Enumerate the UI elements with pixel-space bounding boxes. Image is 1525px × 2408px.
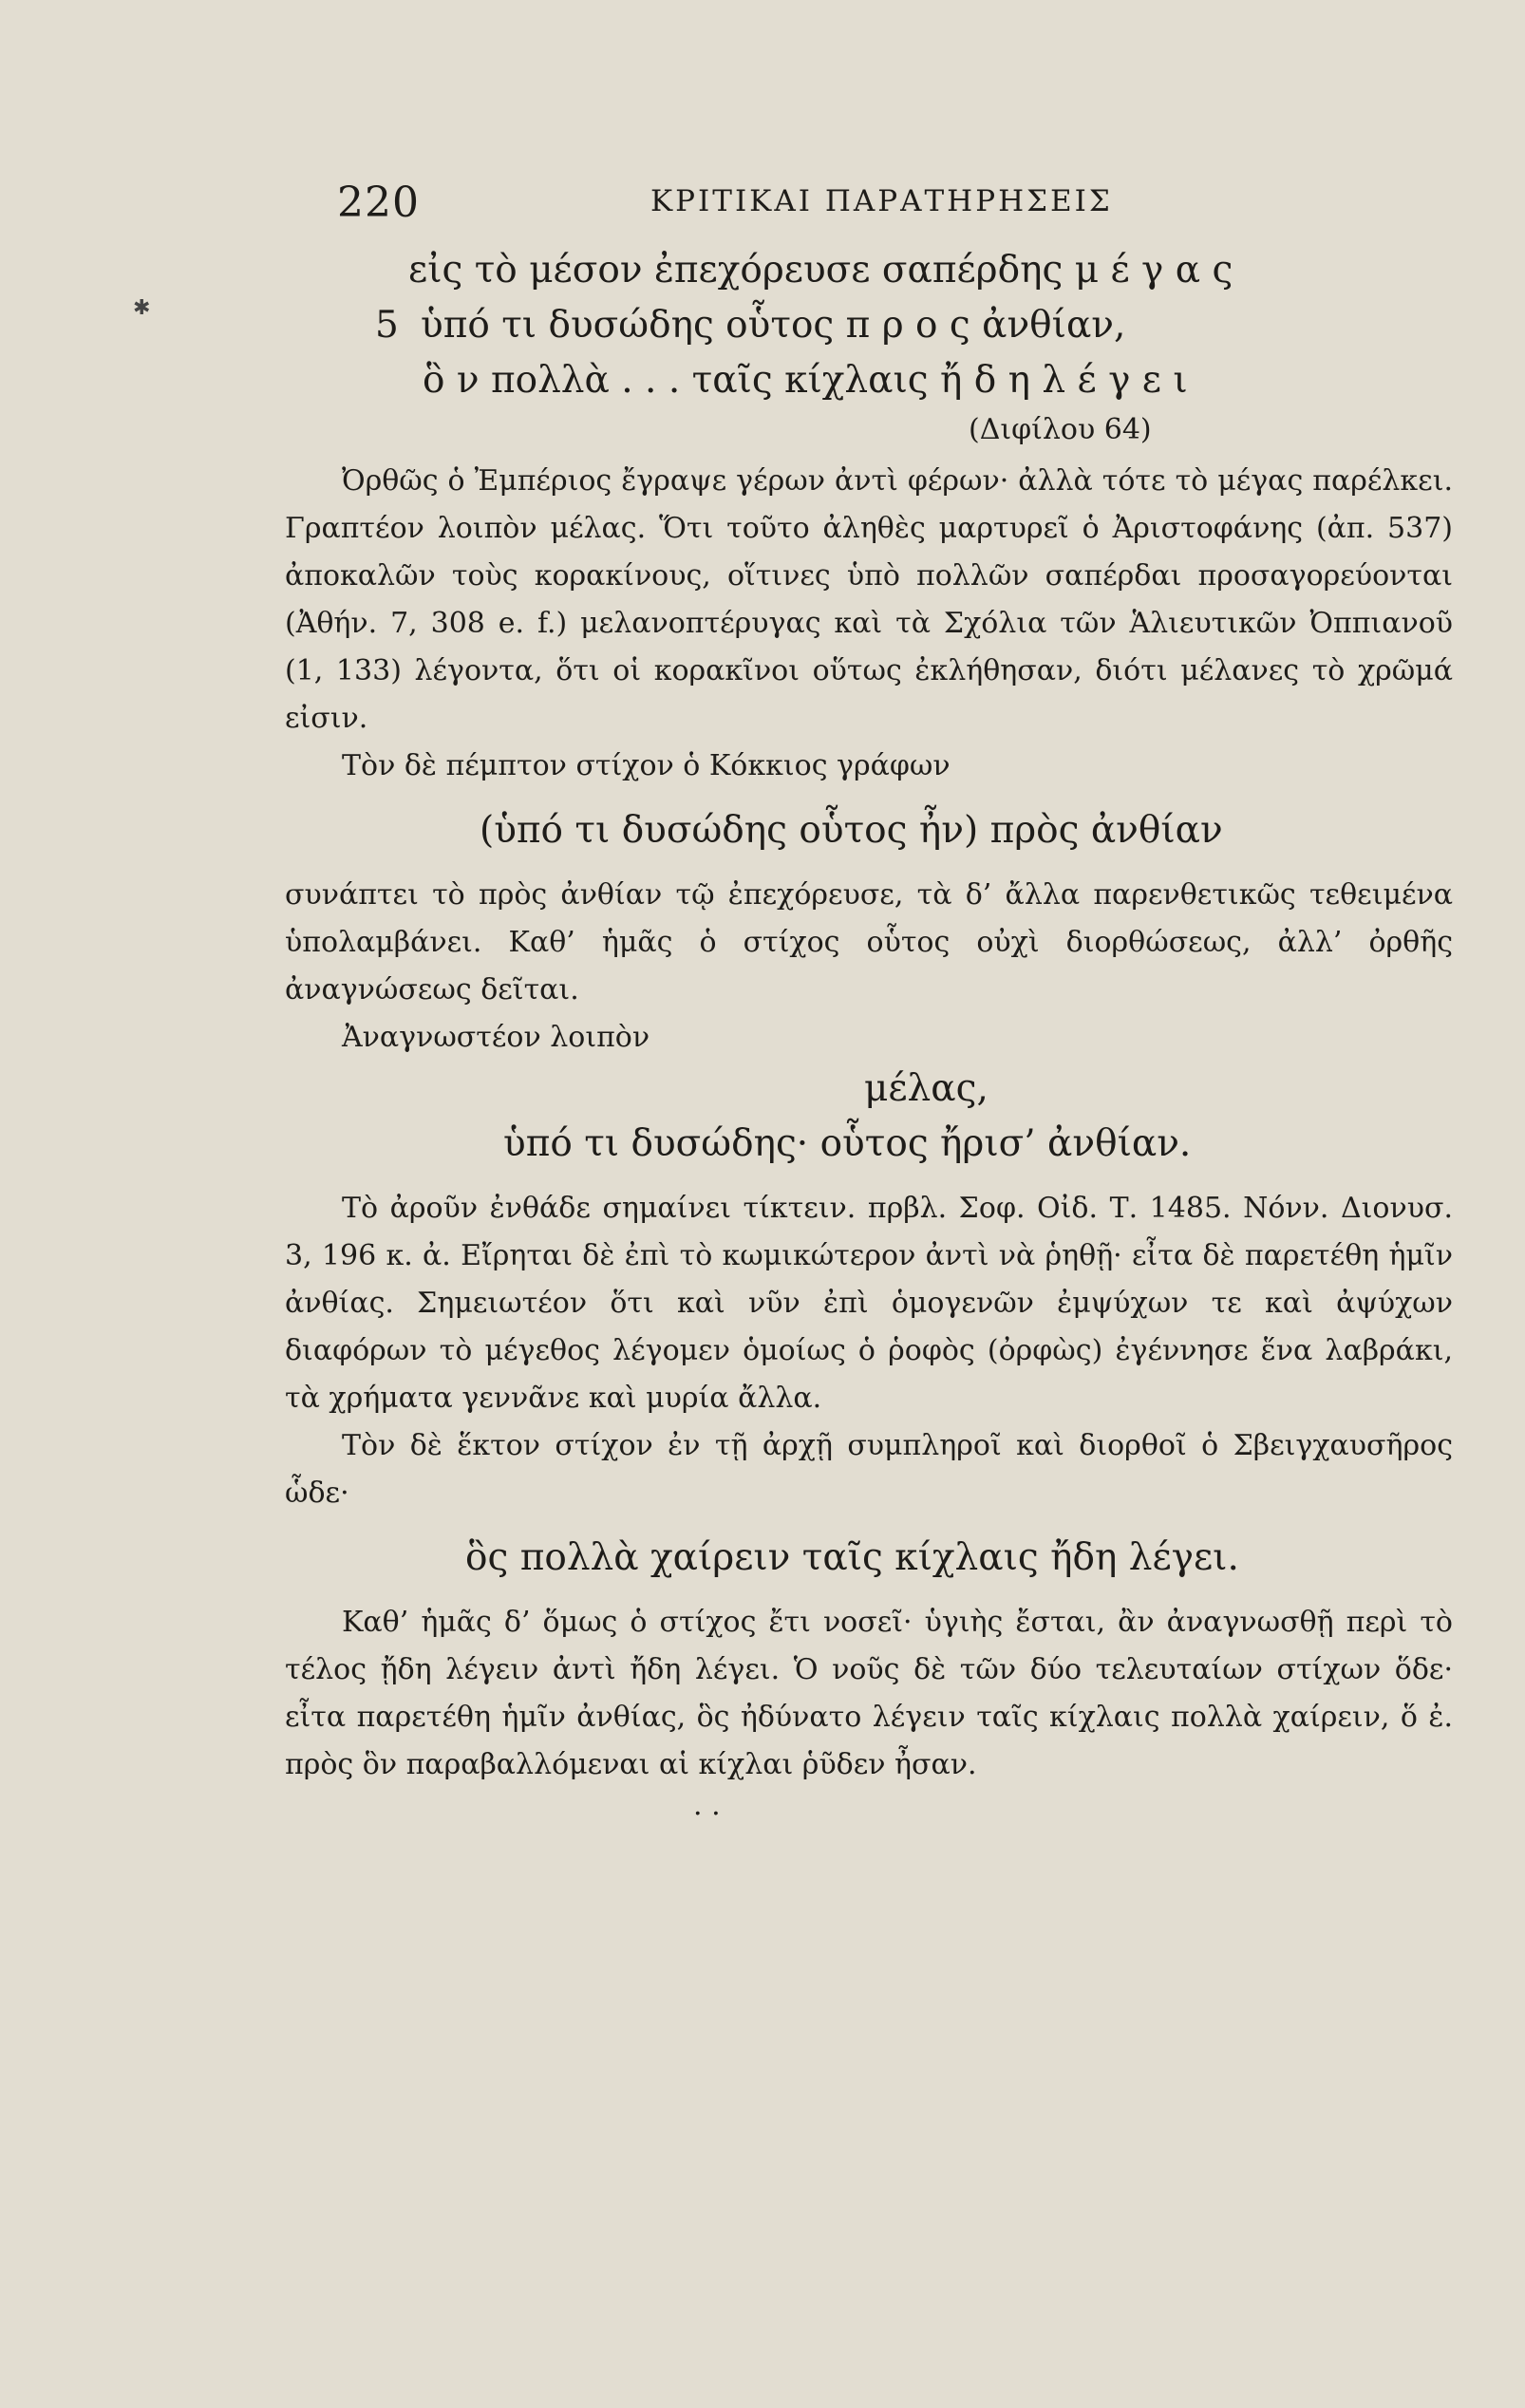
paragraph: Ὀρθῶς ὁ Ἐμπέριος ἔγραψε γέρων ἀντὶ φέρων· ἀλλὰ τότε τὸ μέγας παρέλκει. Γραπτέον λοιπὸν μέλας. Ὅτι τοῦτο ἀληθὲς μαρτυρεῖ ὁ Ἀριστοφάνης (ἀπ. 537) ἀποκαλῶν τοὺς κορακίνους, οἵτινες ὑπὸ πολλῶν σαπέρδαι προσαγορεύονται (Ἀθήν. 7, 308 e. f.) μελανοπτέρυγας καὶ τὰ Σχόλια τῶν Ἁλιευτικῶν Ὀππιανοῦ (1, 133) λέγοντα, ὅτι οἱ κορακῖνοι οὕτως ἐκλήθησαν, διότι μέλανες τὸ χρῶμά εἰσιν. bbox=[285, 464, 1453, 735]
paragraph: Ἀναγνωστέον λοιπὸν bbox=[342, 1021, 650, 1054]
page-header bbox=[337, 179, 1448, 235]
page-number: 220 bbox=[337, 179, 420, 227]
verse-line bbox=[285, 298, 1453, 353]
margin-mark: ✱ bbox=[133, 296, 151, 320]
verse-quotation-1 bbox=[285, 243, 1453, 452]
verse-line: εἰς τὸ μέσον ἐπεχόρευσε σαπέρδης μ έ γ α ς bbox=[408, 249, 1233, 292]
paragraph: συνάπτει τὸ πρὸς ἀνθίαν τῷ ἐπεχόρευσε, τὰ δ’ ἄλλα παρενθετικῶς τεθειμένα ὑπολαμβάνει. Καθ’ ἡμᾶς ὁ στίχος οὗτος οὐχὶ διορθώσεως, ἀλλ’ ὀρθῆς ἀναγνώσεως δεῖται. bbox=[285, 878, 1453, 1006]
running-title: ΚΡΙΤΙΚΑΙ ΠΑΡΑΤΗΡΗΣΕΙΣ bbox=[650, 184, 1113, 218]
verse-source: (Διφίλου 64) bbox=[969, 413, 1152, 446]
paragraph: Τὸ ἀροῦν ἐνθάδε σημαίνει τίκτειν. πρβλ. Σοφ. Οἰδ. Τ. 1485. Νόνν. Διονυσ. 3, 196 κ. ἀ. Εἴρηται δὲ ἐπὶ τὸ κωμικώτερον ἀντὶ νὰ ῥηθῇ· εἶτα δὲ παρετέθη ἡμῖν ἀνθίας. Σημειωτέον ὅτι καὶ νῦν ἐπὶ ὁμογενῶν ἐμψύχων τε καὶ ἀψύχων διαφόρων τὸ μέγεθος λέγομεν ὁμοίως ὁ ῥοφὸς (ὀρφὼς) ἐγέννησε ἕνα λαβράκι, τὰ χρήματα γεννᾶνε καὶ μυρία ἄλλα. bbox=[285, 1192, 1453, 1415]
paragraph: Τὸν δὲ ἕκτον στίχον ἐν τῇ ἀρχῇ συμπληροῖ καὶ διορθοῖ ὁ Σβειγχαυσῆρος ὧδε· bbox=[285, 1429, 1453, 1510]
paragraph: Καθ’ ἡμᾶς δ’ ὅμως ὁ στίχος ἔτι νοσεῖ· ὑγιὴς ἔσται, ἂν ἀναγνωσθῇ περὶ τὸ τέλος ᾔδη λέγειν ἀντὶ ἤδη λέγει. Ὁ νοῦς δὲ τῶν δύο τελευταίων στίχων ὅδε· εἶτα παρετέθη ἡμῖν ἀνθίας, ὃς ἠδύνατο λέγειν ταῖς κίχλαις πολλὰ χαίρειν, ὅ ἐ. πρὸς ὃν παραβαλλόμεναι αἱ κίχλαι ῥῦδεν ἦσαν. bbox=[285, 1606, 1453, 1781]
verse-quotation-2: (ὑπό τι δυσώδης οὗτος ἦν) πρὸς ἀνθίαν bbox=[480, 809, 1223, 852]
verse-line-number: 5 bbox=[375, 304, 399, 347]
verse-quotation-3 bbox=[285, 1062, 1453, 1172]
verse-line: μέλας, bbox=[864, 1067, 988, 1110]
verse-line-text: ὑπό τι δυσώδης οὗτος π ρ ο ς ἀνθίαν, bbox=[421, 304, 1126, 347]
page-body bbox=[285, 243, 1453, 1822]
verse-line: ὑπό τι δυσώδης· οὗτος ἤρισ’ ἀνθίαν. bbox=[503, 1122, 1192, 1165]
verse-line: ὃ ν πολλὰ . . . ταῖς κίχλαις ἤ δ η λ έ γ ε ι bbox=[423, 359, 1188, 402]
paragraph: Τὸν δὲ πέμπτον στίχον ὁ Κόκκιος γράφων bbox=[342, 749, 951, 782]
trailing-marks: . . bbox=[693, 1789, 721, 1822]
verse-quotation-4: ὃς πολλὰ χαίρειν ταῖς κίχλαις ἤδη λέγει. bbox=[465, 1536, 1239, 1579]
